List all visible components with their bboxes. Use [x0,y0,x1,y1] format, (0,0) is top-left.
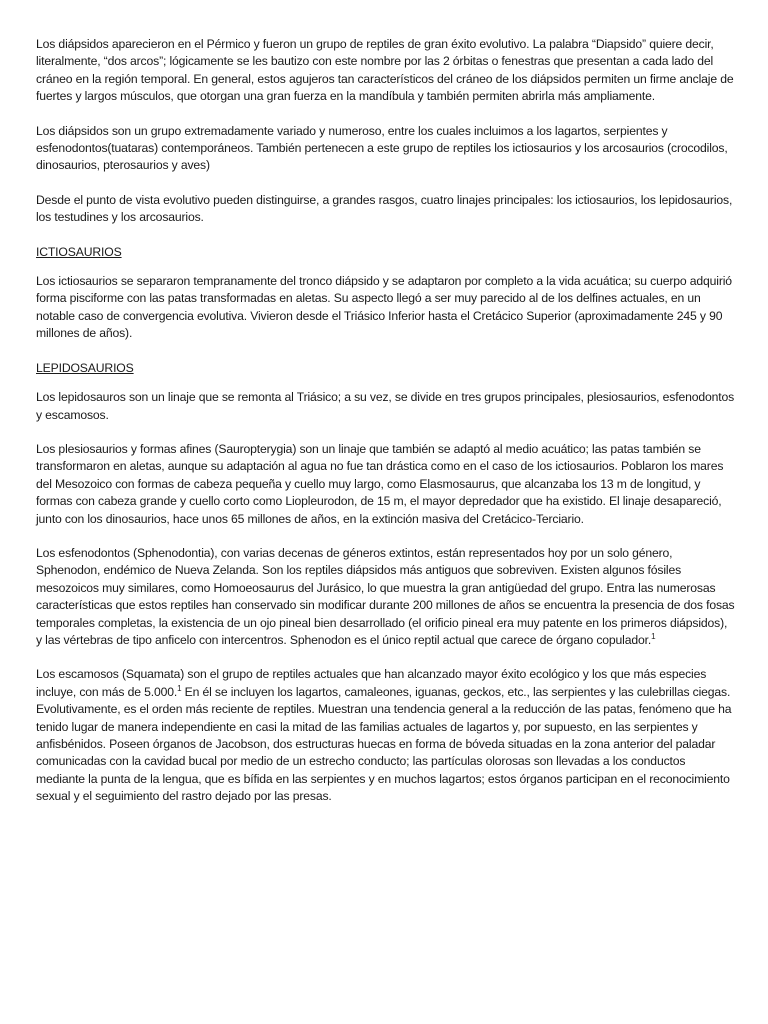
paragraph-escamosos-text-a: Los escamosos (Squamata) son el grupo de reptiles actuales que han alcanzado mayor éxito ecológico y los que más especies incluye, con más de 5.000. [36,667,707,699]
paragraph-lepidosaurios: Los lepidosauros son un linaje que se remonta al Triásico; a su vez, se divide en tres grupos principales, plesiosaurios, esfenodontos y escamosos. [36,390,735,422]
paragraph-intro: Los diápsidos aparecieron en el Pérmico y fueron un grupo de reptiles de gran éxito evolutivo. La palabra “Diapsido” quiere decir, literalmente, “dos arcos”; lógicamente se les bautizo con este nombre por las 2 órbitas o fenestras que presentan a cada lado del cráneo en la región temporal. En general, estos agujeros tan característicos del cráneo de los diápsidos permiten un firme anclaje de fuertes y largos músculos, que otorgan una gran fuerza en la mandíbula y también permiten abrirla más ampliamente. [36,37,734,104]
paragraph-esfenodontos-text: Los esfenodontos (Sphenodontia), con varias decenas de géneros extintos, están representados hoy por un solo género, Sphenodon, endémico de Nueva Zelanda. Son los reptiles diápsidos más antiguos que sobreviven. Existen algunos fósiles mesozoicos muy similares, como Homoeosaurus del Jurásico, lo que muestra la gran antigüedad del grupo. Entra las numerosas características que estos reptiles han conservado sin modificar durante 200 millones de años se encuentra la presencia de dos fosas temporales completas, la existencia de un ojo pineal bien desarrollado (el orificio pineal era muy patente en los primeros diápsidos), y las vértebras de tipo anficelo con intercentros. Sphenodon es el único reptil actual que carece de órgano copulador. [36,545,735,647]
paragraph-ictiosaurios: Los ictiosaurios se separaron tempranamente del tronco diápsido y se adaptaron por completo a la vida acuática; su cuerpo adquirió forma pisciforme con las patas transformadas en aletas. Su aspecto llegó a ser muy parecido al de los delfines actuales, en un notable caso de convergencia evolutiva. Vivieron desde el Triásico Inferior hasta el Cretácico Superior (aproximadamente 245 y 90 millones de años). [36,274,732,341]
paragraph-diversity: Los diápsidos son un grupo extremadamente variado y numeroso, entre los cuales incluimos a los lagartos, serpientes y esfenodontos(tuataras) contemporáneos. También pertenecen a este grupo de reptiles los ictiosaurios y los arcosaurios (crocodilos, dinosaurios, pterosaurios y aves) [36,123,728,173]
heading-ictiosaurios: ICTIOSAURIOS [36,244,122,259]
paragraph-esfenodontos [36,545,736,649]
paragraph-plesiosaurios: Los plesiosaurios y formas afines (Sauropterygia) son un linaje que también se adaptó al medio acuático; las patas también se transformaron en aletas, aunque su adaptación al agua no fue tan drástica como en el caso de los ictiosaurios. Poblaron los mares del Mesozoico con formas de cabeza pequeña y cuello muy largo, como Elasmosaurus, que alcanzaba los 13 m de longitud, y formas con cabeza grande y cuello corto como Liopleurodon, de 15 m, el mayor depredador que ha existido. El linaje desapareció, junto con los dinosaurios, hace unos 65 millones de años, en la extinción masiva del Cretácico-Terciario. [36,441,724,526]
paragraph-escamosos [36,666,736,805]
heading-lepidosaurios: LEPIDOSAURIOS [36,360,134,375]
footnote-ref: 1 [177,683,182,693]
footnote-ref: 1 [651,631,656,641]
paragraph-escamosos-text-b: En él se incluyen los lagartos, camaleones, iguanas, geckos, etc., las serpientes y las culebrillas ciegas. Evolutivamente, es el orden más reciente de reptiles. Muestran una tendencia general a la reducción de las patas, fenómeno que ha tenido lugar de manera independiente en casi la mitad de las familias actuales de lagartos y, por supuesto, en las serpientes y anfisbénidos. Poseen órganos de Jacobson, dos estructuras huecas en forma de bóveda situadas en la zona anterior del paladar comunicadas con la cavidad bucal por medio de un estrecho conducto; las partículas olorosas son llevadas a los conductos mediante la punta de la lengua, que es bífida en las serpientes y en muchos lagartos; estos órganos participan en el reconocimiento sexual y el seguimiento del rastro dejado por las presas. [36,684,732,804]
document-page [36,36,736,823]
paragraph-lineages: Desde el punto de vista evolutivo pueden distinguirse, a grandes rasgos, cuatro linajes principales: los ictiosaurios, los lepidosaurios, los testudines y los arcosaurios. [36,192,733,225]
